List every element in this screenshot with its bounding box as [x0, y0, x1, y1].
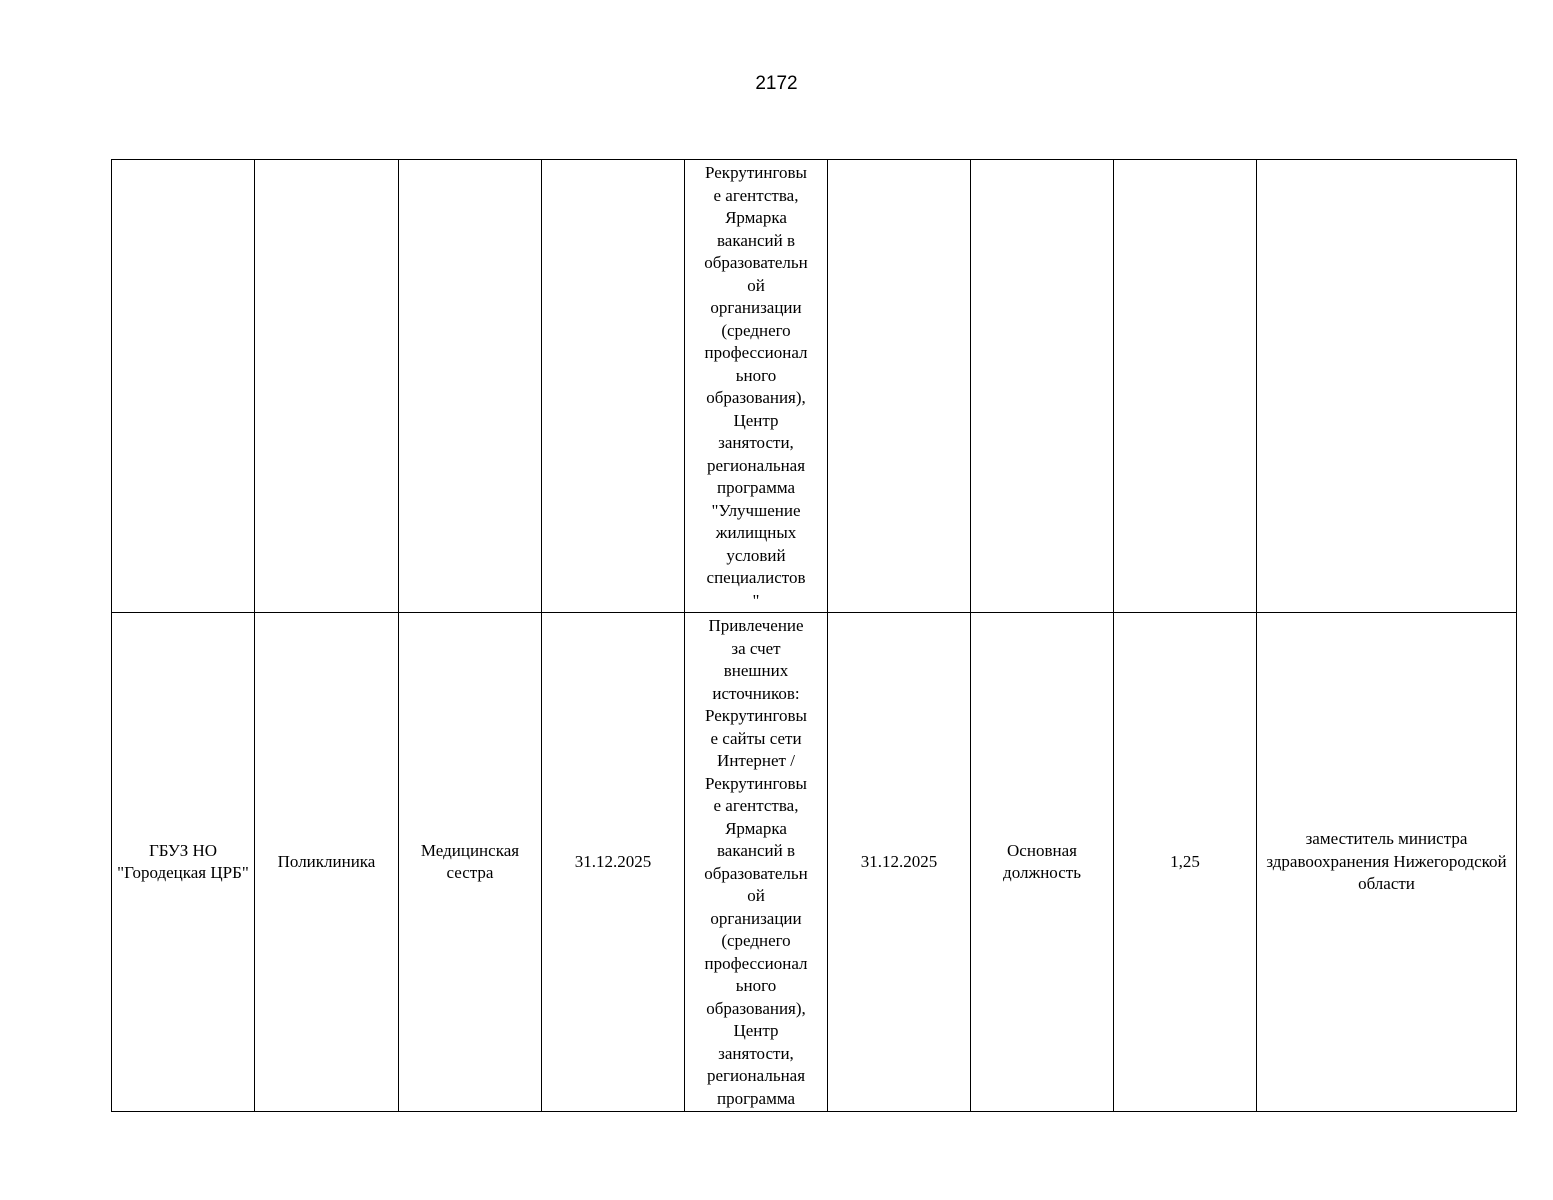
cell-date-end [828, 160, 971, 613]
cell-date-start: 31.12.2025 [542, 613, 685, 1112]
cell-employment-type [971, 160, 1114, 613]
page-number: 2172 [755, 73, 798, 94]
cell-methods [685, 613, 828, 1112]
cell-rate: 1,25 [1114, 613, 1257, 1112]
cell-organization: ГБУЗ НО "Городецкая ЦРБ" [112, 613, 255, 1112]
cell-position [399, 160, 542, 613]
cell-department [255, 160, 399, 613]
cell-position: Медицинская сестра [399, 613, 542, 1112]
table-row [112, 613, 1517, 1112]
vacancy-table [111, 159, 1517, 1112]
cell-department: Поликлиника [255, 613, 399, 1112]
cell-employment-type: Основная должность [971, 613, 1114, 1112]
cell-methods [685, 160, 828, 613]
cell-responsible [1257, 160, 1517, 613]
cell-responsible: заместитель министра здравоохранения Нижегородской области [1257, 613, 1517, 1112]
cell-organization [112, 160, 255, 613]
cell-methods-text: Рекрутинговы е агентства, Ярмарка вакансий в образовательн ой организации (среднего профессионал ьного образования), Центр занятости, региональная программа "Улучшение жилищных условий специалистов " [704, 163, 808, 610]
cell-date-end: 31.12.2025 [828, 613, 971, 1112]
table-row-continuation [112, 160, 1517, 613]
cell-date-start [542, 160, 685, 613]
cell-rate [1114, 160, 1257, 613]
cell-methods-text: Привлечение за счет внешних источников: Рекрутинговы е сайты сети Интернет / Рекрутинговы е агентства, Ярмарка вакансий в образовательн ой организации (среднего профессионал ьного образования), Центр занятости, региональная программа [704, 616, 808, 1108]
